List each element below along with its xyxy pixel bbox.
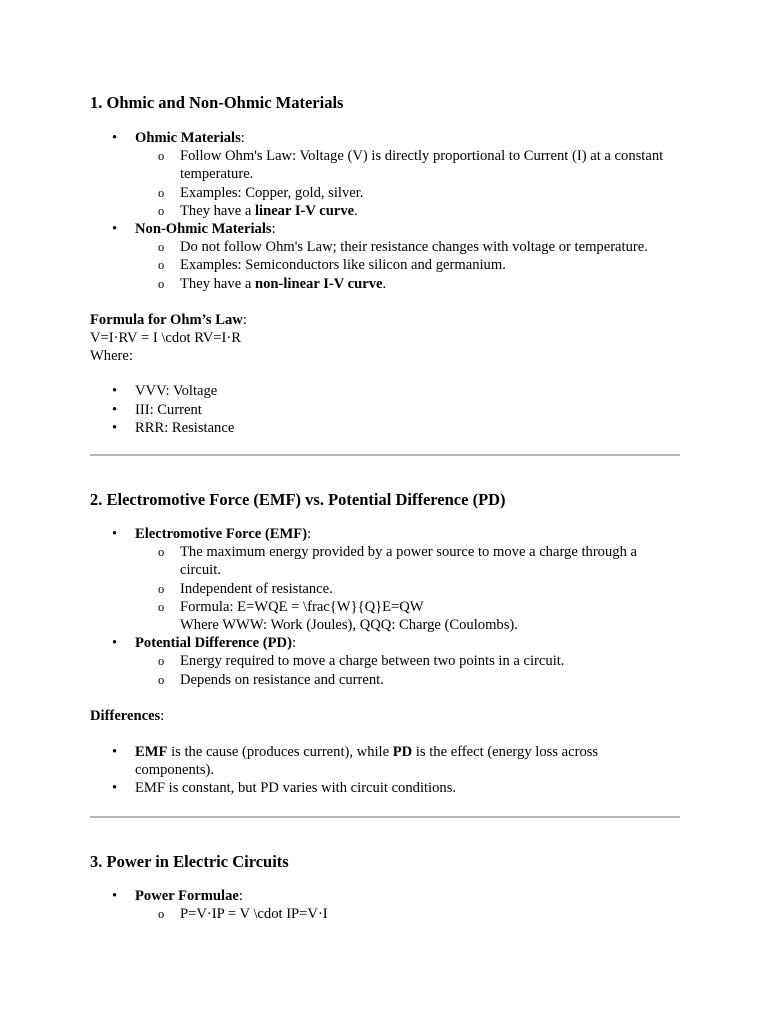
ohmic-subitem: o Follow Ohm's Law: Voltage (V) is directly proportional to Current (I) at a constant temperature. [135,147,680,183]
formula-label: Formula for Ohm’s Law [90,311,243,328]
non-ohmic-subitem: o Do not follow Ohm's Law; their resistance changes with voltage or temperature. [135,238,680,256]
emf-item: • Electromotive Force (EMF): o The maximum energy provided by a power source to move a charge through a circuit. o Independent of resistance. o Formula: E=WQE = \frac{W}{Q}E=QW Where WWW: Work (Joules), QQQ: Charge (Coulombs). [90,525,680,634]
emf-formula-subitem [135,598,680,634]
document-content [90,92,680,923]
emf-where: Where WWW: Work (Joules), QQQ: Charge (Coulombs). [180,617,518,634]
pd-subitem: o Depends on resistance and current. [135,671,680,689]
power-list [90,887,680,923]
ohmic-materials-label: Ohmic Materials [135,130,241,146]
power-formulae-label: Power Formulae [135,887,239,904]
non-ohmic-sublist [135,238,680,293]
emf-subitem: o Independent of resistance. [135,580,680,598]
emf-subitem: o The maximum energy provided by a power source to move a charge through a circuit. [135,543,680,579]
variable-item: • VVV: Voltage [90,382,680,400]
non-ohmic-subitem: o Examples: Semiconductors like silicon and germanium. [135,256,680,274]
section-3-heading: 3. Power in Electric Circuits [90,851,289,871]
non-ohmic-materials-item: • Non-Ohmic Materials: o Do not follow Ohm's Law; their resistance changes with voltage or temperature. o Examples: Semiconductors like silicon and germanium. o They have a non-linear I-V curve. [90,220,680,293]
emf-pd-list [90,525,680,689]
pd-subitem: o Energy required to move a charge between two points in a circuit. [135,652,680,670]
pd-sublist [135,652,680,688]
ohmic-sublist [135,147,680,220]
non-ohmic-subitem: o They have a non-linear I-V curve. [135,275,680,293]
ohmic-subitem: o Examples: Copper, gold, silver. [135,184,680,202]
differences-heading: Differences: [90,707,165,724]
section-1-heading: 1. Ohmic and Non-Ohmic Materials [90,93,344,112]
variable-item: • III: Current [90,401,680,419]
variable-item: • RRR: Resistance [90,419,680,437]
difference-item: • EMF is the cause (produces current), while PD is the effect (energy loss across components). [90,743,680,779]
emf-formula: o Formula: E=WQE = \frac{W}{Q}E=QW [180,598,424,615]
power-subitem: o P=V·IP = V \cdot IP=V·I [135,905,680,923]
pd-label: Potential Difference (PD) [135,635,292,652]
ohms-law-formula-block: Formula for Ohm’s Law: V=I·RV = I \cdot RV=I·R Where: [90,311,680,366]
pd-item: • Potential Difference (PD): o Energy required to move a charge between two points in a circuit. o Depends on resistance and current. [90,634,680,689]
emf-label: Electromotive Force (EMF) [135,526,308,543]
power-sublist [135,905,680,923]
section-divider [90,816,680,818]
difference-item: • EMF is constant, but PD varies with circuit conditions. [90,779,680,797]
where-label: Where: [90,348,133,365]
emf-sublist [135,543,680,634]
power-formulae-item: • Power Formulae: o P=V·IP = V \cdot IP=V·I [90,887,680,923]
materials-list [90,129,680,293]
differences-list [90,743,680,798]
ohmic-materials-item: • Ohmic Materials: o Follow Ohm's Law: Voltage (V) is directly proportional to Current (I) at a constant temperature. o Examples: Copper, gold, silver. o They have a linear I-V curve. [90,129,680,220]
ohmic-subitem: o They have a linear I-V curve. [135,202,680,220]
non-ohmic-materials-label: Non-Ohmic Materials [135,221,272,238]
ohms-law-formula: V=I·RV = I \cdot RV=I·R [90,330,241,347]
section-divider [90,454,680,456]
section-2-heading: 2. Electromotive Force (EMF) vs. Potential Difference (PD) [90,490,506,510]
variables-list [90,382,680,437]
